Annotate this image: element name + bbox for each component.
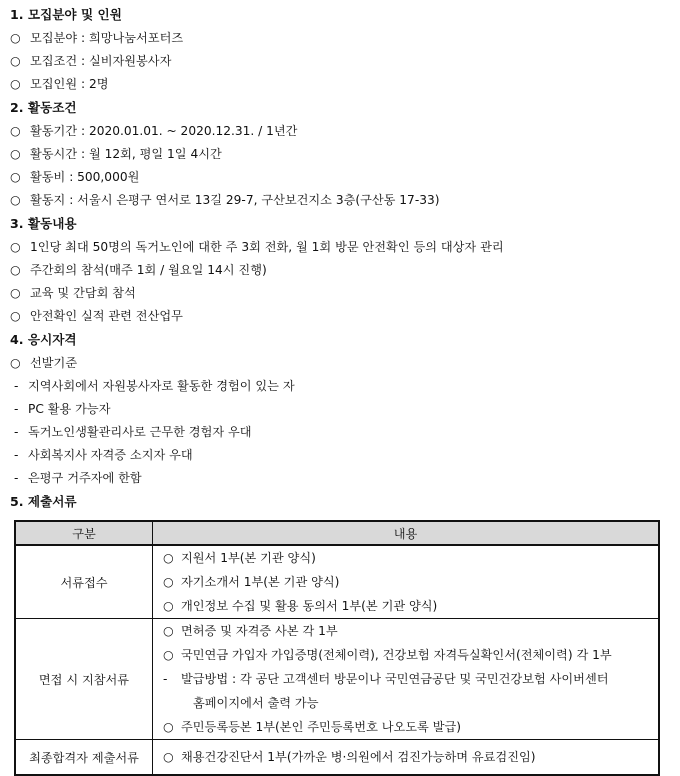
section-heading: 1. 모집분야 및 인원: [10, 7, 122, 22]
content-line: ○ 주민등록등본 1부(본인 주민등록번호 나오도록 발급): [163, 720, 461, 734]
header-category: 구분: [15, 521, 153, 545]
row-content: [153, 619, 660, 740]
content-line: ○ 면허증 및 자격증 사본 각 1부: [163, 624, 338, 638]
section-heading: 5. 제출서류: [10, 494, 77, 509]
content-line: ○ 채용건강진단서 1부(가까운 병·의원에서 검진가능하며 유료검진임): [163, 750, 536, 764]
table-row: [15, 545, 659, 619]
sub-list-item: - 은평구 거주자에 한함: [14, 471, 142, 485]
list-item: ○ 선발기준: [10, 356, 78, 370]
sub-list-item: - PC 활용 가능자: [14, 402, 111, 416]
content-line: 홈페이지에서 출력 가능: [193, 696, 319, 710]
row-category: 최종합격자 제출서류: [15, 740, 153, 776]
sub-list-item: - 지역사회에서 자원봉사자로 활동한 경험이 있는 자: [14, 379, 295, 393]
list-item: ○ 활동지 : 서울시 은평구 연서로 13길 29-7, 구산보건지소 3층(구산동 17-33): [10, 193, 440, 207]
list-item: ○ 모집분야 : 희망나눔서포터즈: [10, 31, 184, 45]
list-item: ○ 모집인원 : 2명: [10, 77, 109, 91]
section-heading: 2. 활동조건: [10, 100, 77, 115]
list-item: ○ 활동비 : 500,000원: [10, 170, 140, 184]
list-item: ○ 활동시간 : 월 12회, 평일 1일 4시간: [10, 147, 222, 161]
row-content: [153, 545, 660, 619]
list-item: ○ 1인당 최대 50명의 독거노인에 대한 주 3회 전화, 월 1회 방문 안전확인 등의 대상자 관리: [10, 240, 504, 254]
row-category: 면접 시 지참서류: [15, 619, 153, 740]
section-heading: 3. 활동내용: [10, 216, 77, 231]
list-item: ○ 안전확인 실적 관련 전산업무: [10, 309, 183, 323]
header-content: 내용: [153, 521, 660, 545]
table-header-row: [15, 521, 659, 545]
content-line: ○ 국민연금 가입자 가입증명(전체이력), 건강보험 자격득실확인서(전체이력) 각 1부: [163, 648, 612, 662]
list-item: ○ 교육 및 간담회 참석: [10, 286, 136, 300]
table-row: [15, 619, 659, 740]
sub-list-item: - 사회복지사 자격증 소지자 우대: [14, 448, 193, 462]
list-item: ○ 활동기간 : 2020.01.01. ~ 2020.12.31. / 1년간: [10, 124, 298, 138]
list-item: ○ 주간회의 참석(매주 1회 / 월요일 14시 진행): [10, 263, 267, 277]
section-heading: 4. 응시자격: [10, 332, 77, 347]
content-line: ○ 자기소개서 1부(본 기관 양식): [163, 575, 340, 589]
sub-list-item: - 독거노인생활관리사로 근무한 경험자 우대: [14, 425, 252, 439]
documents-table: [14, 520, 660, 776]
content-line: - 발급방법 : 각 공단 고객센터 방문이나 국민연금공단 및 국민건강보험 사이버센터: [163, 672, 609, 686]
content-line: ○ 지원서 1부(본 기관 양식): [163, 551, 316, 565]
content-line: ○ 개인정보 수집 및 활용 동의서 1부(본 기관 양식): [163, 599, 438, 613]
row-category: 서류접수: [15, 545, 153, 619]
table-row: [15, 740, 659, 776]
list-item: ○ 모집조건 : 실비자원봉사자: [10, 54, 172, 68]
row-content: [153, 740, 660, 776]
